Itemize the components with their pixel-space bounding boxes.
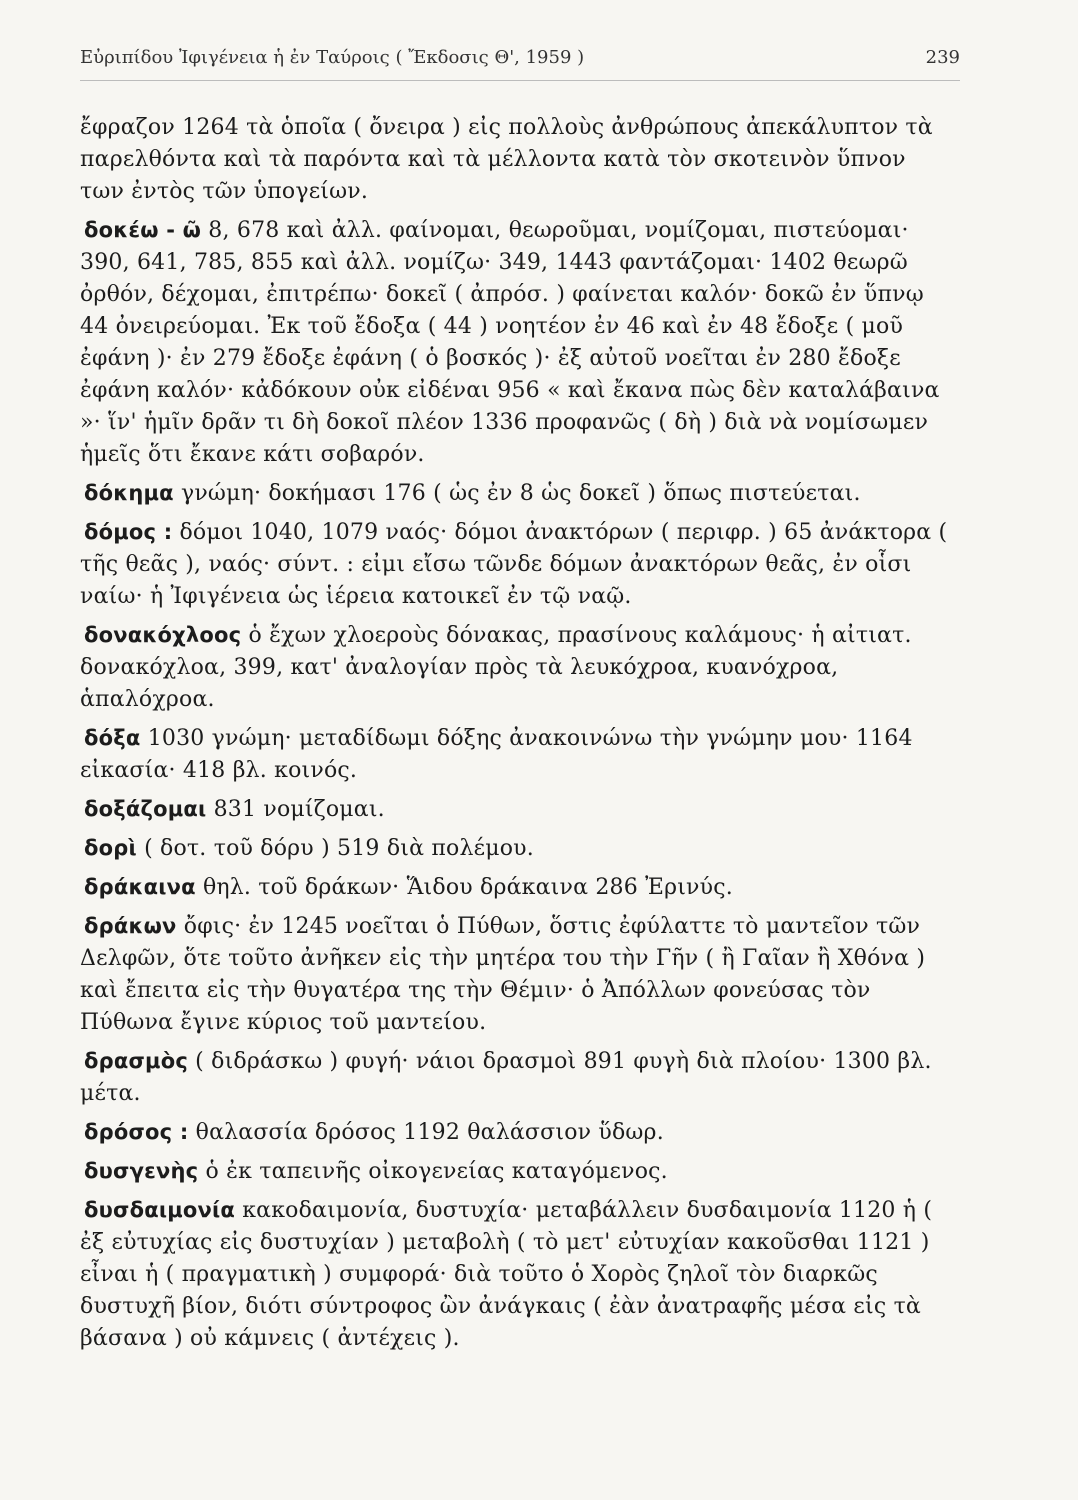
glossary-entry bbox=[80, 871, 955, 904]
glossary-entry bbox=[80, 1194, 955, 1355]
entry-text: κακοδαιμονία, δυστυχία· μεταβάλλειν δυσδαιμονία 1120 ἡ ( ἐξ εὐτυχίας εἰς δυστυχίαν ) μεταβολὴ ( τὸ μετ' εὐτυχίαν κακοῦσθαι 1121 ) εἶναι ἡ ( πραγματικὴ ) συμφορά· διὰ τοῦτο ὁ Χορὸς ζηλοῖ τὸν διαρκῶς δυστυχῆ βίον, διότι σύντροφος ὢν ἀνάγκαις ( ἐὰν ἀνατραφῆς μέσα εἰς τὰ βάσανα ) οὐ κάμνεις ( ἀντέχεις ). bbox=[80, 1198, 933, 1351]
entry-text: γνώμη· δοκήμασι 176 ( ὡς ἐν 8 ὡς δοκεῖ ) ὅπως πιστεύεται. bbox=[173, 481, 861, 506]
glossary-entry bbox=[80, 112, 955, 208]
entry-text: ὁ ἐκ ταπεινῆς οἰκογενείας καταγόμενος. bbox=[198, 1159, 668, 1184]
glossary-entry bbox=[80, 910, 955, 1039]
entry-text: ἔφραζον 1264 τὰ ὁποῖα ( ὄνειρα ) εἰς πολλοὺς ἀνθρώπους ἀπεκάλυπτον τὰ παρελθόντα καὶ τὰ παρόντα καὶ τὰ μέλλοντα κατὰ τὸν σκοτεινὸν ὕπνον των ἐντὸς τῶν ὑπογείων. bbox=[80, 115, 933, 204]
entry-text: 831 νομίζομαι. bbox=[206, 797, 385, 822]
glossary-entry bbox=[80, 832, 955, 865]
entry-text: ( δοτ. τοῦ δόρυ ) 519 διὰ πολέμου. bbox=[136, 836, 534, 861]
glossary-entry bbox=[80, 1045, 955, 1110]
entry-headword: δυσγενὴς bbox=[84, 1159, 199, 1183]
entry-headword: δοκέω - ῶ bbox=[84, 218, 202, 242]
entry-text: ὁ ἔχων χλοεροὺς δόνακας, πρασίνους καλάμους· ἡ αἰτιατ. δονακόχλοα, 399, κατ' ἀναλογίαν πρὸς τὰ λευκόχροα, κυανόχροα, ἁπαλόχροα. bbox=[80, 623, 912, 712]
running-header bbox=[80, 40, 960, 74]
entry-headword: δοξάζομαι bbox=[84, 797, 207, 821]
entry-headword: δυσδαιμονία bbox=[84, 1198, 235, 1222]
entry-text: δόμοι 1040, 1079 ναός· δόμοι ἀνακτόρων ( περιφρ. ) 65 ἀνάκτορα ( τῆς θεᾶς ), ναός· σύντ. : εἰμι εἴσω τῶνδε δόμων ἀνακτόρων θεᾶς, ἐν οἷσι ναίω· ἡ Ἰφιγένεια ὡς ἱέρεια κατοικεῖ ἐν τῷ ναῷ. bbox=[80, 520, 948, 609]
entry-text: 8, 678 καὶ ἀλλ. φαίνομαι, θεωροῦμαι, νομίζομαι, πιστεύομαι· 390, 641, 785, 855 καὶ ἀλλ. νομίζω· 349, 1443 φαντάζομαι· 1402 θεωρῶ ὀρθόν, δέχομαι, ἐπιτρέπω· δοκεῖ ( ἀπρόσ. ) φαίνεται καλόν· δοκῶ ἐν ὕπνῳ 44 ὀνειρεύομαι. Ἐκ τοῦ ἔδοξα ( 44 ) νοητέον ἐν 46 καὶ ἐν 48 ἔδοξε ( μοῦ ἐφάνη )· ἐν 279 ἔδοξε ἐφάνη ( ὁ βοσκός )· ἐξ αὐτοῦ νοεῖται ἐν 280 ἔδοξε ἐφάνη καλόν· κἀδόκουν οὐκ εἰδέναι 956 « καὶ ἔκανα πὼς δὲν καταλάβαινα »· ἵν' ἡμῖν δρᾶν τι δὴ δοκοῖ πλέον 1336 προφανῶς ( δὴ ) διὰ νὰ νομίσωμεν ἡμεῖς ὅτι ἔκανε κάτι σοβαρόν. bbox=[80, 218, 940, 467]
entry-text: ὄφις· ἐν 1245 νοεῖται ὁ Πύθων, ὅστις ἐφύλαττε τὸ μαντεῖον τῶν Δελφῶν, ὅτε τοῦτο ἀνῆκεν εἰς τὴν μητέρα του τὴν Γῆν ( ἢ Γαῖαν ἢ Χθόνα ) καὶ ἔπειτα εἰς τὴν θυγατέρα της τὴν Θέμιν· ὁ Ἀπόλλων φονεύσας τὸν Πύθωνα ἔγινε κύριος τοῦ μαντείου. bbox=[80, 914, 926, 1035]
page-number: 239 bbox=[925, 46, 960, 68]
glossary-entry bbox=[80, 619, 955, 716]
entry-headword: δορὶ bbox=[84, 836, 137, 860]
glossary-entry bbox=[80, 1155, 955, 1188]
glossary-entry bbox=[80, 722, 955, 787]
entry-text: θηλ. τοῦ δράκων· Ἅιδου δράκαινα 286 Ἐρινύς. bbox=[195, 875, 733, 900]
entry-headword: δρασμὸς bbox=[84, 1049, 188, 1073]
entry-headword: δόκημα bbox=[84, 481, 174, 505]
glossary-entry bbox=[80, 214, 955, 471]
glossary-entry bbox=[80, 1116, 955, 1149]
entry-text: 1030 γνώμη· μεταδίδωμι δόξης ἀνακοινώνω τὴν γνώμην μου· 1164 εἰκασία· 418 βλ. κοινός. bbox=[80, 726, 913, 783]
glossary-body bbox=[80, 112, 955, 1361]
entry-headword: δονακόχλοος bbox=[84, 623, 242, 647]
entry-text: ( διδράσκω ) φυγή· νάιοι δρασμοὶ 891 φυγὴ διὰ πλοίου· 1300 βλ. μέτα. bbox=[80, 1049, 932, 1106]
glossary-entry bbox=[80, 477, 955, 510]
glossary-entry bbox=[80, 516, 955, 613]
entry-text: θαλασσία δρόσος 1192 θαλάσσιον ὕδωρ. bbox=[188, 1120, 664, 1145]
entry-headword: δόμος : bbox=[84, 520, 173, 544]
running-title: Εὐριπίδου Ἰφιγένεια ἡ ἐν Ταύροις ( Ἔκδοσις Θ', 1959 ) bbox=[80, 46, 585, 68]
entry-headword: δόξα bbox=[84, 726, 141, 750]
entry-headword: δράκαινα bbox=[84, 875, 196, 899]
entry-headword: δρόσος : bbox=[84, 1120, 189, 1144]
header-rule bbox=[80, 80, 960, 81]
entry-headword: δράκων bbox=[84, 914, 177, 938]
glossary-entry bbox=[80, 793, 955, 826]
